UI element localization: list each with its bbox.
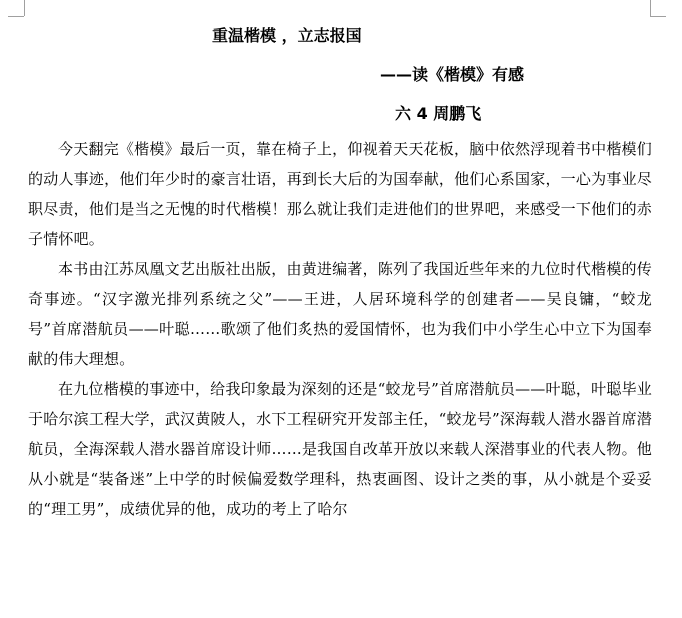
crop-mark-top-left-horizontal [8,16,24,17]
document-body [28,134,652,524]
paragraph-2: 本书由江苏凤凰文艺出版社出版，由黄进编著，陈列了我国近些年来的九位时代楷模的传奇事迹。“汉字激光排列系统之父”——王进，人居环境科学的创建者——吴良镛，“蛟龙号”首席潜航员——叶聪……歌颂了他们炙热的爱国情怀，也为我们中小学生心中立下为国奉献的伟大理想。 [28,260,652,368]
document-title: 重温楷模 ，立志报国 [212,26,362,45]
document-author: 六 4 周鹏飞 [395,104,482,123]
paragraph-1: 今天翻完《楷模》最后一页，靠在椅子上，仰视着天天花板，脑中依然浮现着书中楷模们的动人事迹，他们年少时的豪言壮语，再到长大后的为国奉献，他们心系国家，一心为事业尽职尽责，他们是当之无愧的时代楷模！那么就让我们走进他们的世界吧，来感受一下他们的赤子情怀吧。 [28,140,652,248]
paragraph-3: 在九位楷模的事迹中，给我印象最为深刻的还是“蛟龙号”首席潜航员——叶聪，叶聪毕业于哈尔滨工程大学，武汉黄陂人，水下工程研究开发部主任，“蛟龙号”深海载人潜水器首席潜航员，全海深载人潜水器首席设计师……是我国自改革开放以来载人深潜事业的代表人物。他从小就是“装备迷”上中学的时候偏爱数学理科，热衷画图、设计之类的事，从小就是个妥妥的“理工男”，成绩优异的他，成功的考上了哈尔 [28,380,652,518]
crop-mark-top-right [650,0,651,16]
crop-mark-top-right-horizontal [650,16,666,17]
crop-mark-top-left [24,0,25,16]
document-subtitle: ——读《楷模》有感 [380,65,525,84]
